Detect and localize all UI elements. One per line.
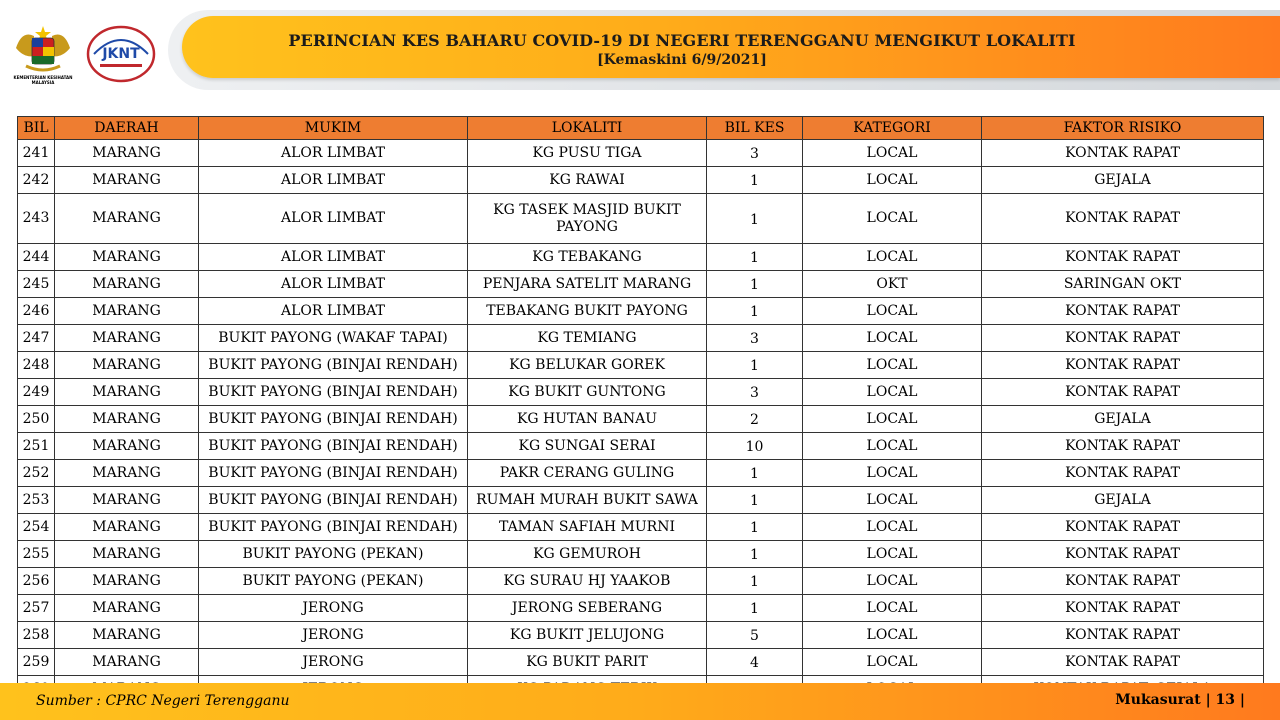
table-cell: ALOR LIMBAT [199,167,468,194]
table-cell: LOCAL [803,541,982,568]
page-title: PERINCIAN KES BAHARU COVID-19 DI NEGERI TERENGGANU MENGIKUT LOKALITI [288,31,1076,50]
table-cell: MARANG [55,487,199,514]
table-cell: KONTAK RAPAT [982,379,1264,406]
jkn-logo [86,24,156,84]
table-row [18,194,1264,244]
table-cell: LOCAL [803,325,982,352]
table-cell: 5 [707,622,803,649]
table-row [18,514,1264,541]
table-cell: ALOR LIMBAT [199,140,468,167]
table-header-row [18,117,1264,140]
table-cell: JERONG [199,595,468,622]
table-cell: ALOR LIMBAT [199,194,468,244]
table-row [18,271,1264,298]
table-cell: KG SURAU HJ YAAKOB [468,568,707,595]
table-cell: LOCAL [803,298,982,325]
table-cell: 1 [707,514,803,541]
table-cell: 246 [18,298,55,325]
table-cell: KONTAK RAPAT [982,244,1264,271]
table-row [18,487,1264,514]
table-cell: GEJALA [982,487,1264,514]
table-cell: MARANG [55,194,199,244]
table-cell: 256 [18,568,55,595]
kkm-logo-caption: KEMENTERIAN KESIHATAN MALAYSIA [13,75,73,85]
table-cell: 1 [707,194,803,244]
table-cell: 252 [18,460,55,487]
table-cell: 251 [18,433,55,460]
table-cell: 245 [18,271,55,298]
table-cell: TEBAKANG BUKIT PAYONG [468,298,707,325]
table-cell: 243 [18,194,55,244]
table-cell: GEJALA [982,406,1264,433]
table-cell: 10 [707,433,803,460]
table-body [18,140,1264,703]
table-cell: KONTAK RAPAT [982,298,1264,325]
table-cell: LOCAL [803,433,982,460]
table-cell: KONTAK RAPAT [982,325,1264,352]
table-cell: KG SUNGAI SERAI [468,433,707,460]
table-cell: 247 [18,325,55,352]
column-header: BIL [18,117,55,140]
table-cell: BUKIT PAYONG (BINJAI RENDAH) [199,460,468,487]
column-header: BIL KES [707,117,803,140]
table-cell: OKT [803,271,982,298]
table-cell: KG BUKIT JELUJONG [468,622,707,649]
table-cell: 4 [707,649,803,676]
table-cell: KONTAK RAPAT [982,649,1264,676]
table-cell: JERONG SEBERANG [468,595,707,622]
table-cell: 1 [707,487,803,514]
table-row [18,460,1264,487]
table-cell: GEJALA [982,167,1264,194]
table-cell: LOCAL [803,167,982,194]
table-cell: MARANG [55,622,199,649]
page-number: Mukasurat | 13 | [1115,692,1245,708]
table-cell: KONTAK RAPAT [982,460,1264,487]
table-cell: ALOR LIMBAT [199,298,468,325]
table-cell: MARANG [55,379,199,406]
table-cell: BUKIT PAYONG (WAKAF TAPAI) [199,325,468,352]
column-header: DAERAH [55,117,199,140]
table-cell: JERONG [199,622,468,649]
table-cell: 248 [18,352,55,379]
table-cell: BUKIT PAYONG (BINJAI RENDAH) [199,352,468,379]
table-cell: BUKIT PAYONG (BINJAI RENDAH) [199,406,468,433]
table-cell: MARANG [55,649,199,676]
table-cell: LOCAL [803,194,982,244]
table-cell: 249 [18,379,55,406]
page-subtitle: [Kemaskini 6/9/2021] [597,52,767,68]
table-cell: 1 [707,167,803,194]
table-cell: LOCAL [803,140,982,167]
table-cell: 241 [18,140,55,167]
table-cell: KG PUSU TIGA [468,140,707,167]
table-cell: KG BELUKAR GOREK [468,352,707,379]
table-cell: LOCAL [803,487,982,514]
table-cell: 258 [18,622,55,649]
table-cell: MARANG [55,514,199,541]
table-cell: 244 [18,244,55,271]
column-header: KATEGORI [803,117,982,140]
table-cell: BUKIT PAYONG (BINJAI RENDAH) [199,487,468,514]
table-cell: KONTAK RAPAT [982,433,1264,460]
table-cell: 257 [18,595,55,622]
table-cell: RUMAH MURAH BUKIT SAWA [468,487,707,514]
table-cell: LOCAL [803,379,982,406]
table-cell: ALOR LIMBAT [199,244,468,271]
table-cell: 1 [707,298,803,325]
table-cell: 259 [18,649,55,676]
table-cell: MARANG [55,568,199,595]
column-header: LOKALITI [468,117,707,140]
table-cell: KG TEMIANG [468,325,707,352]
table-cell: KG TASEK MASJID BUKIT PAYONG [468,194,707,244]
table-cell: BUKIT PAYONG (PEKAN) [199,568,468,595]
table-row [18,595,1264,622]
table-row [18,622,1264,649]
table-cell: MARANG [55,541,199,568]
table-row [18,541,1264,568]
table-cell: KONTAK RAPAT [982,514,1264,541]
table-cell: KONTAK RAPAT [982,541,1264,568]
table-cell: 3 [707,140,803,167]
table-cell: KG BUKIT PARIT [468,649,707,676]
table-cell: LOCAL [803,460,982,487]
table-cell: MARANG [55,298,199,325]
table-cell: LOCAL [803,514,982,541]
table-cell: 1 [707,460,803,487]
table-cell: KONTAK RAPAT [982,595,1264,622]
table-cell: 3 [707,379,803,406]
table-cell: BUKIT PAYONG (BINJAI RENDAH) [199,379,468,406]
table-cell: MARANG [55,595,199,622]
table-cell: MARANG [55,433,199,460]
table-row [18,167,1264,194]
table-cell: LOCAL [803,244,982,271]
table-row [18,298,1264,325]
table-cell: MARANG [55,352,199,379]
table-cell: KG RAWAI [468,167,707,194]
table-cell: PAKR CERANG GULING [468,460,707,487]
table-cell: KONTAK RAPAT [982,194,1264,244]
table-row [18,352,1264,379]
table-cell: LOCAL [803,622,982,649]
table-cell: MARANG [55,244,199,271]
table-cell: MARANG [55,167,199,194]
svg-text:JKNT: JKNT [102,46,140,62]
table-cell: 255 [18,541,55,568]
table-cell: 2 [707,406,803,433]
table-cell: SARINGAN OKT [982,271,1264,298]
table-row [18,379,1264,406]
table-cell: 1 [707,595,803,622]
source-note: Sumber : CPRC Negeri Terengganu [36,693,290,709]
cases-table [17,116,1264,703]
table-cell: LOCAL [803,649,982,676]
table-cell: LOCAL [803,406,982,433]
table-cell: 253 [18,487,55,514]
table-cell: 1 [707,271,803,298]
table-cell: 254 [18,514,55,541]
column-header: FAKTOR RISIKO [982,117,1264,140]
table-cell: MARANG [55,271,199,298]
table-cell: KONTAK RAPAT [982,622,1264,649]
table-cell: 1 [707,352,803,379]
table-cell: MARANG [55,460,199,487]
table-cell: KG BUKIT GUNTONG [468,379,707,406]
table-row [18,649,1264,676]
table-row [18,433,1264,460]
table-cell: ALOR LIMBAT [199,271,468,298]
table-row [18,568,1264,595]
table-cell: LOCAL [803,595,982,622]
table-cell: MARANG [55,406,199,433]
table-row [18,140,1264,167]
table-cell: KG TEBAKANG [468,244,707,271]
table-cell: BUKIT PAYONG (PEKAN) [199,541,468,568]
table-row [18,406,1264,433]
table-cell: LOCAL [803,352,982,379]
table-cell: 1 [707,244,803,271]
table-cell: KG GEMUROH [468,541,707,568]
table-cell: PENJARA SATELIT MARANG [468,271,707,298]
table-row [18,325,1264,352]
table-cell: TAMAN SAFIAH MURNI [468,514,707,541]
table-cell: KONTAK RAPAT [982,568,1264,595]
table-cell: 1 [707,568,803,595]
table-cell: MARANG [55,325,199,352]
table-cell: KG HUTAN BANAU [468,406,707,433]
table-row [18,244,1264,271]
table-cell: 1 [707,541,803,568]
table-cell: LOCAL [803,568,982,595]
table-cell: BUKIT PAYONG (BINJAI RENDAH) [199,433,468,460]
table-cell: JERONG [199,649,468,676]
table-cell: MARANG [55,140,199,167]
column-header: MUKIM [199,117,468,140]
table-cell: KONTAK RAPAT [982,352,1264,379]
table-cell: 3 [707,325,803,352]
table-cell: BUKIT PAYONG (BINJAI RENDAH) [199,514,468,541]
table-cell: 250 [18,406,55,433]
table-cell: 242 [18,167,55,194]
table-cell: KONTAK RAPAT [982,140,1264,167]
